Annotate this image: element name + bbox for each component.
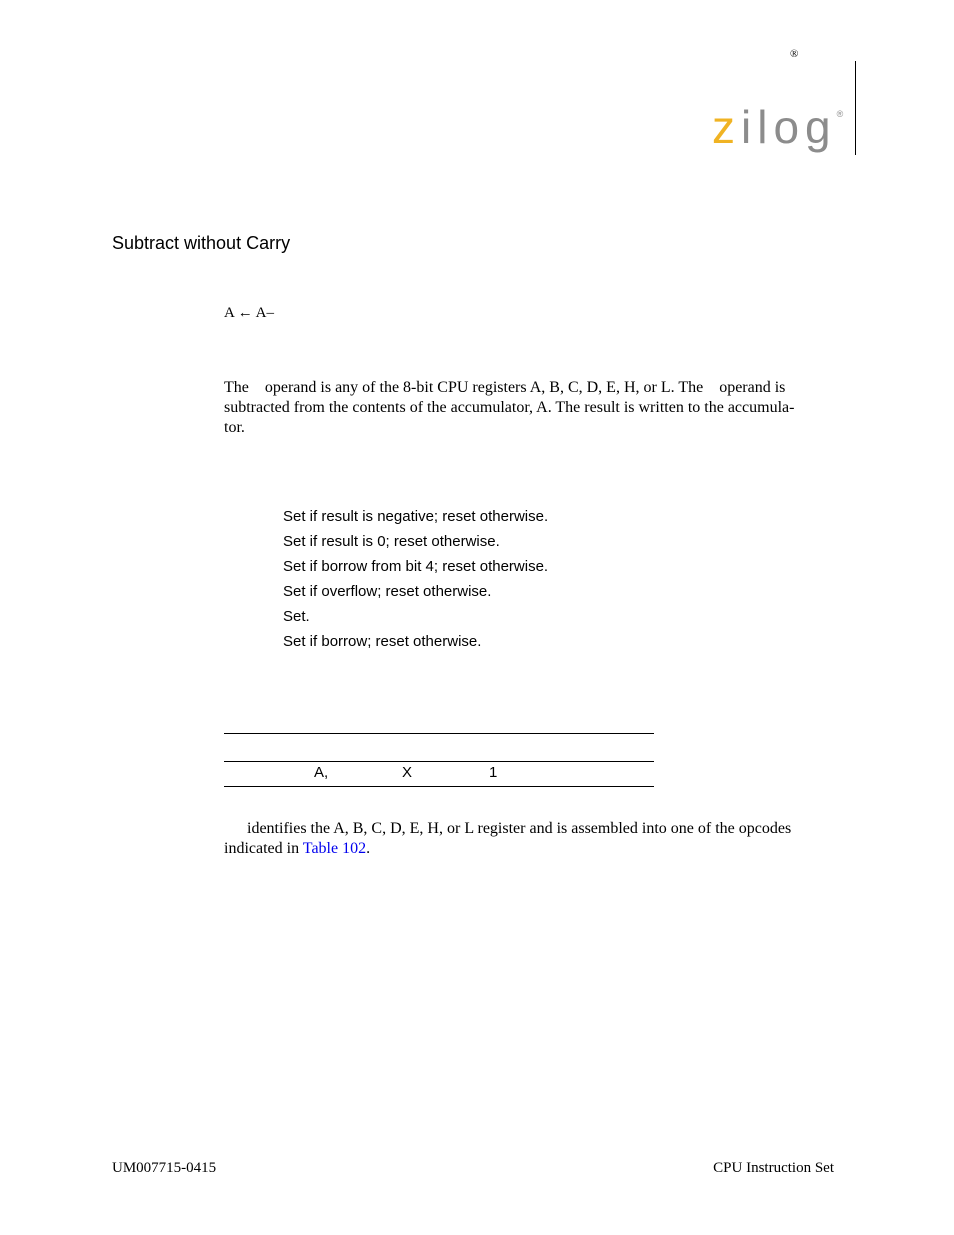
- table-top-rule: [224, 733, 654, 734]
- table-bottom-rule: [224, 786, 654, 787]
- footer-section-name: CPU Instruction Set: [713, 1160, 834, 1176]
- logo-letter-z: z: [712, 101, 741, 153]
- flag-description-pv: Set if overflow; reset otherwise.: [283, 583, 492, 600]
- flag-description-n: Set.: [283, 608, 310, 625]
- note-line-2-prefix: indicated in: [224, 840, 303, 857]
- description-paragraph: [224, 378, 839, 438]
- table-cell-x: X: [402, 764, 413, 781]
- flag-description-c: Set if borrow; reset otherwise.: [283, 633, 482, 650]
- register-note-paragraph: [224, 819, 839, 859]
- header-vertical-rule: [855, 61, 856, 155]
- table-header-rule: [224, 761, 654, 762]
- zilog-logo: [712, 101, 844, 153]
- table-cell-operand: A,: [314, 764, 329, 781]
- footer-document-number: UM007715-0415: [112, 1160, 217, 1176]
- condition-flags-list: [283, 506, 548, 656]
- note-line-2-suffix: .: [366, 840, 371, 857]
- note-line-2: [224, 839, 839, 859]
- flag-description-z: Set if result is 0; reset otherwise.: [283, 533, 500, 550]
- logo-letters-ilog: ilog: [741, 101, 837, 153]
- description-line-2: subtracted from the contents of the accumulator, A. The result is written to the accumula-: [224, 399, 795, 416]
- operation-expression: A ← A–: [224, 305, 275, 321]
- flag-description-h: Set if borrow from bit 4; reset otherwise.: [283, 558, 549, 575]
- description-line-1: The operand is any of the 8-bit CPU registers A, B, C, D, E, H, or L. The operand is: [224, 379, 786, 396]
- note-line-1: identifies the A, B, C, D, E, H, or L register and is assembled into one of the opcodes: [247, 820, 792, 837]
- section-title: Subtract without Carry: [112, 233, 291, 253]
- description-line-3: tor.: [224, 419, 245, 436]
- flag-description-s: Set if result is negative; reset otherwise.: [283, 508, 549, 525]
- table-102-link[interactable]: Table 102: [302, 840, 367, 857]
- table-cell-count: 1: [489, 764, 498, 781]
- logo-registered-mark: ®: [836, 109, 844, 119]
- registered-mark: ®: [790, 48, 799, 60]
